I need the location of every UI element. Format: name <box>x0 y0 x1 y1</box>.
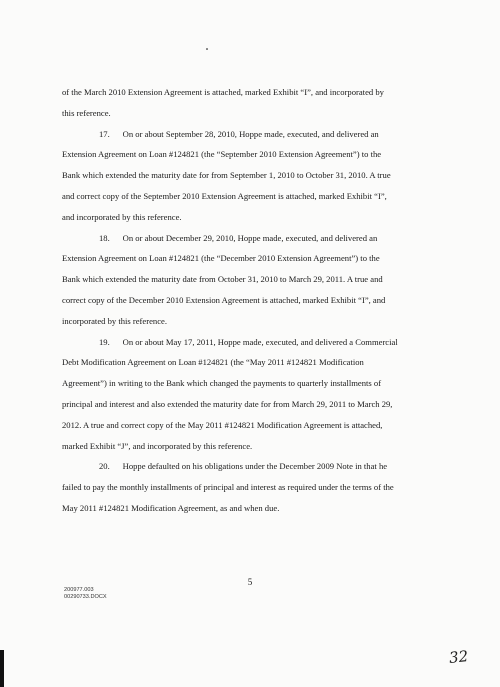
text-line: Bank which extended the maturity date from October 31, 2010 to March 29, 2011. A true and <box>62 274 383 285</box>
text-line: May 2011 #124821 Modification Agreement, as and when due. <box>62 502 280 513</box>
paragraph-continuation <box>62 82 432 124</box>
page-number: 5 <box>247 577 253 587</box>
text-line: Debt Modification Agreement on Loan #124821 (the “May 2011 #124821 Modification <box>62 357 364 368</box>
handwritten-page-mark: 32 <box>448 647 469 667</box>
paragraph-18 <box>62 228 432 332</box>
text-line: 18. On or about December 29, 2010, Hoppe made, executed, and delivered an <box>99 232 378 243</box>
file-name: 00290733.DOCX <box>64 594 107 600</box>
paragraph-19 <box>62 332 432 457</box>
scan-edge-bar <box>0 650 4 687</box>
paragraph-17 <box>62 124 432 228</box>
text-line: principal and interest and also extended the maturity date for from March 29, 2011 to March 29, <box>62 398 393 409</box>
text-line: 2012. A true and correct copy of the May 2011 #124821 Modification Agreement is attached, <box>62 419 383 430</box>
matter-number: 200977.003 <box>64 587 94 593</box>
text-line: failed to pay the monthly installments of principal and interest as required under the terms of the <box>62 482 394 493</box>
text-line: 20. Hoppe defaulted on his obligations under the December 2009 Note in that he <box>99 461 388 472</box>
paragraph-20 <box>62 456 432 518</box>
document-body <box>62 82 432 519</box>
text-line: Extension Agreement on Loan #124821 (the “September 2010 Extension Agreement”) to the <box>62 149 382 160</box>
text-line: and correct copy of the September 2010 Extension Agreement is attached, marked Exhibit “I”, <box>62 190 387 201</box>
document-code <box>64 587 107 601</box>
text-line: 19. On or about May 17, 2011, Hoppe made, executed, and delivered a Commercial <box>99 336 398 347</box>
text-line: correct copy of the December 2010 Extension Agreement is attached, marked Exhibit “I”, and <box>62 294 386 305</box>
text-line: Bank which extended the maturity date for from September 1, 2010 to October 31, 2010. A true <box>62 170 391 181</box>
text-line: this reference. <box>62 107 111 118</box>
text-line: 17. On or about September 28, 2010, Hoppe made, executed, and delivered an <box>99 128 379 139</box>
text-line: Agreement”) in writing to the Bank which changed the payments to quarterly installments of <box>62 378 382 389</box>
text-line: Extension Agreement on Loan #124821 (the “December 2010 Extension Agreement”) to the <box>62 253 380 264</box>
scan-speck <box>206 48 208 50</box>
text-line: marked Exhibit “J”, and incorporated by this reference. <box>62 440 253 451</box>
text-line: and incorporated by this reference. <box>62 211 182 222</box>
text-line: of the March 2010 Extension Agreement is attached, marked Exhibit “I”, and incorporated by <box>62 87 384 97</box>
text-line: incorporated by this reference. <box>62 315 167 326</box>
